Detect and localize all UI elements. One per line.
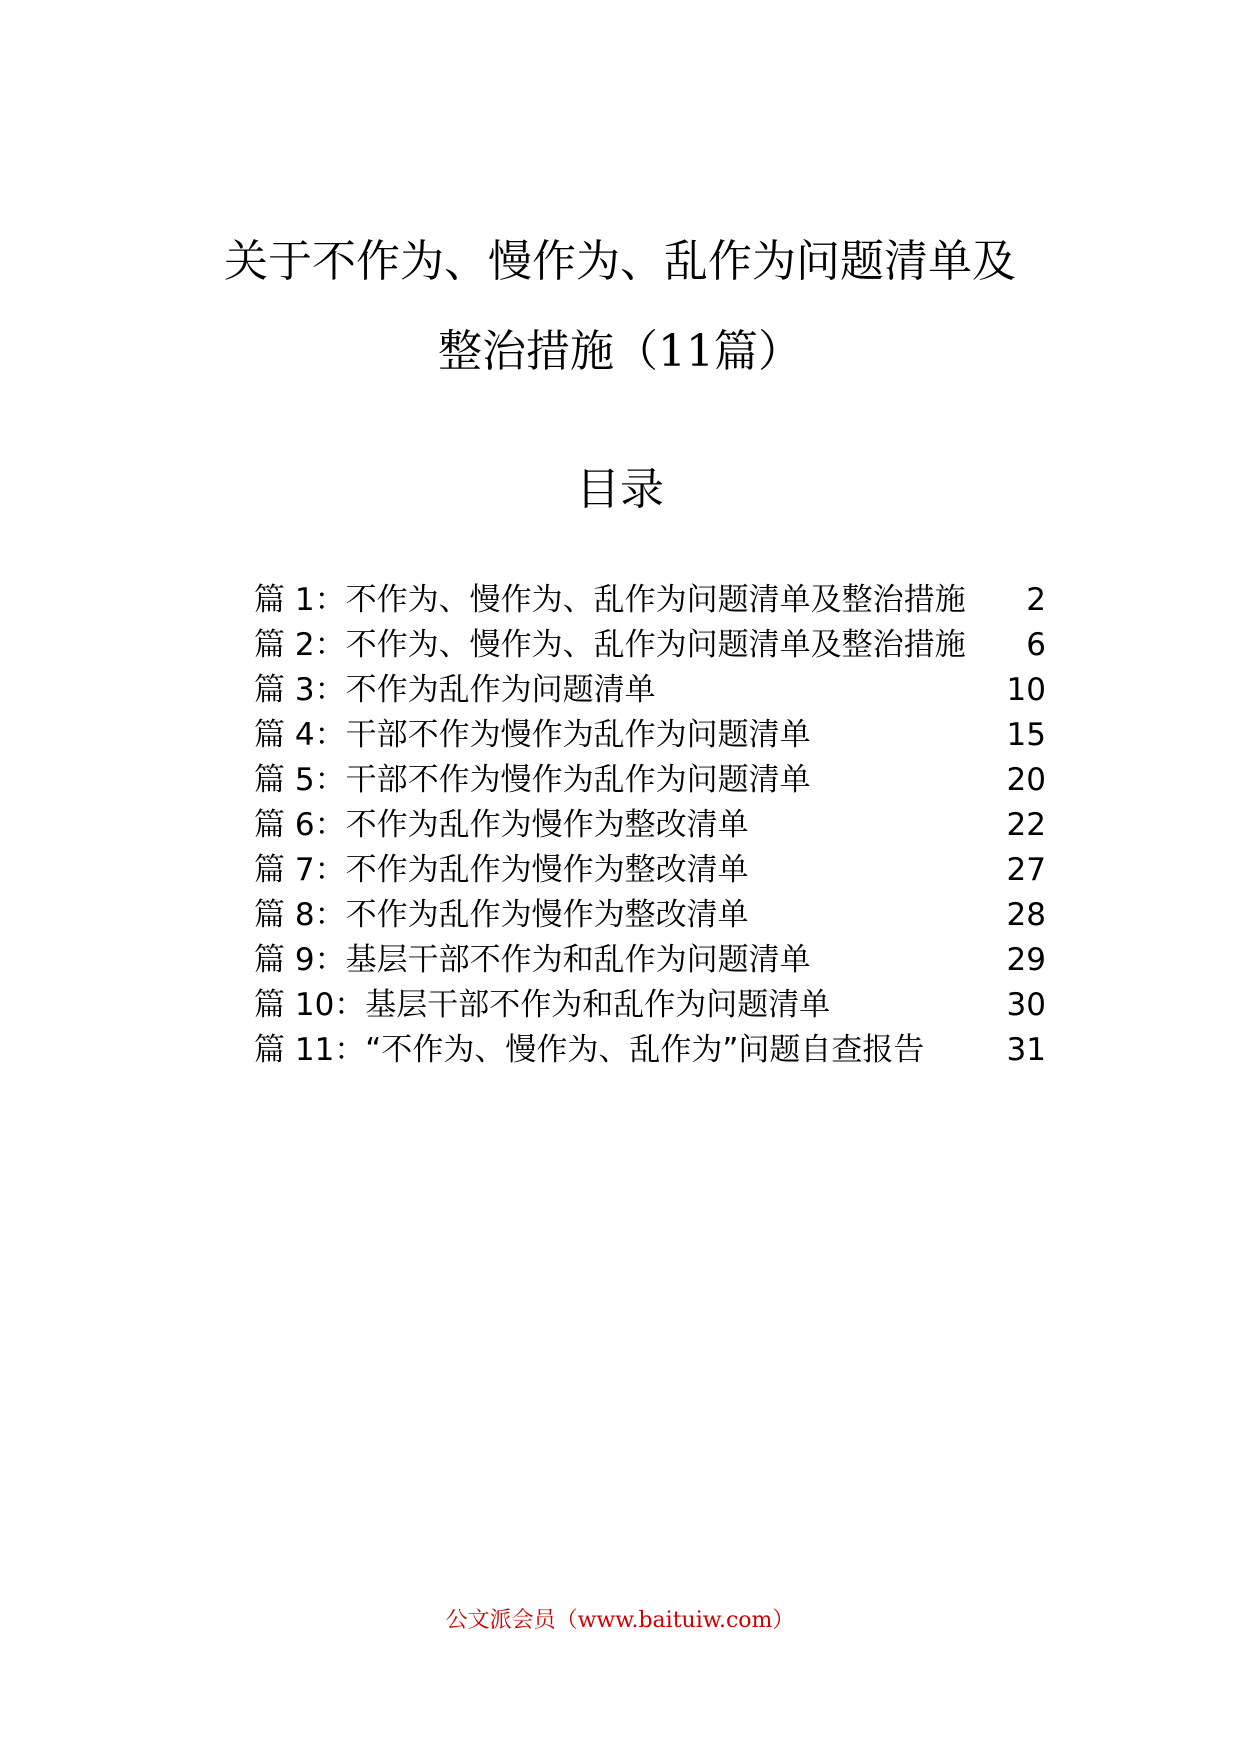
toc-entry-label: 篇 6：不作为乱作为慢作为整改清单: [254, 807, 749, 843]
toc-page-number: 27: [1006, 852, 1046, 888]
table-of-contents: [254, 578, 1046, 1073]
document-title-line-1: 关于不作为、慢作为、乱作为问题清单及: [224, 236, 1016, 287]
toc-entry[interactable]: [254, 893, 1046, 938]
toc-page-number: 28: [1006, 897, 1046, 933]
toc-page-number: 22: [1006, 807, 1046, 843]
toc-entry-label: 篇 3：不作为乱作为问题清单: [254, 672, 656, 708]
toc-entry-label: 篇 1：不作为、慢作为、乱作为问题清单及整治措施: [254, 582, 966, 618]
toc-entry[interactable]: [254, 713, 1046, 758]
toc-entry-label: 篇 7：不作为乱作为慢作为整改清单: [254, 852, 749, 888]
toc-entry[interactable]: [254, 983, 1046, 1028]
toc-entry[interactable]: [254, 578, 1046, 623]
title-suffix: 篇）: [714, 326, 802, 377]
toc-entry[interactable]: [254, 1028, 1046, 1073]
toc-entry[interactable]: [254, 623, 1046, 668]
title-prefix: 整治措施（: [438, 326, 658, 377]
toc-entry-label: 篇 8：不作为乱作为慢作为整改清单: [254, 897, 749, 933]
toc-entry[interactable]: [254, 938, 1046, 983]
toc-entry-label: 篇 9：基层干部不作为和乱作为问题清单: [254, 942, 811, 978]
toc-page-number: 30: [1006, 987, 1046, 1023]
toc-entry-label: 篇 4：干部不作为慢作为乱作为问题清单: [254, 717, 811, 753]
toc-entry-label: 篇 11：“不作为、慢作为、乱作为”问题自查报告: [254, 1032, 925, 1068]
toc-entry[interactable]: [254, 758, 1046, 803]
toc-entry[interactable]: [254, 848, 1046, 893]
toc-heading: 目录: [576, 464, 664, 515]
document-title-line-2: [0, 322, 1240, 382]
footer-watermark: 公文派会员（www.baituiw.com）: [445, 1608, 795, 1633]
title-article-count: 11: [658, 326, 714, 377]
toc-page-number: 29: [1006, 942, 1046, 978]
toc-entry[interactable]: [254, 668, 1046, 713]
toc-page-number: 2: [1026, 582, 1046, 618]
toc-entry[interactable]: [254, 803, 1046, 848]
toc-entry-label: 篇 5：干部不作为慢作为乱作为问题清单: [254, 762, 811, 798]
toc-page-number: 31: [1006, 1032, 1046, 1068]
toc-page-number: 10: [1006, 672, 1046, 708]
toc-entry-label: 篇 2：不作为、慢作为、乱作为问题清单及整治措施: [254, 627, 966, 663]
toc-page-number: 15: [1006, 717, 1046, 753]
toc-page-number: 20: [1006, 762, 1046, 798]
toc-page-number: 6: [1026, 627, 1046, 663]
toc-entry-label: 篇 10：基层干部不作为和乱作为问题清单: [254, 987, 831, 1023]
